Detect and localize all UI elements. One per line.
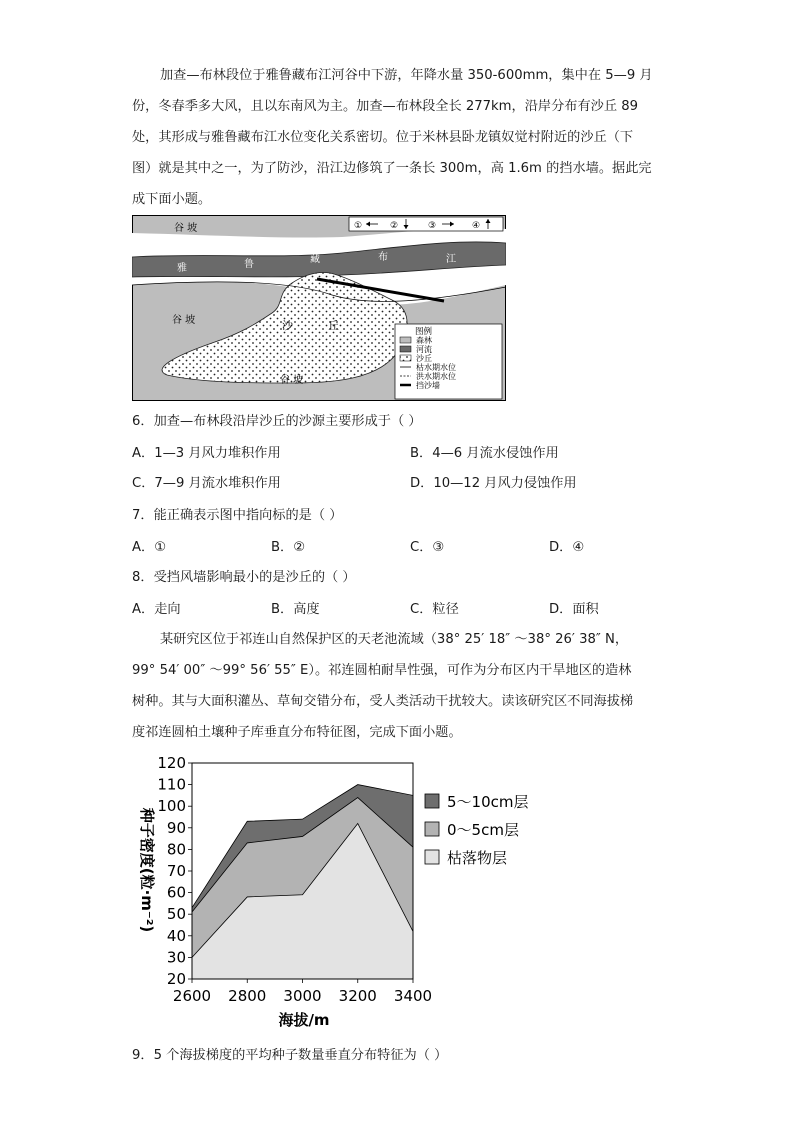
y-tick-label: 30 — [166, 948, 186, 967]
question-6-option-c[interactable]: C．7—9 月流水堆积作用 — [132, 476, 281, 491]
valley-slope-left-label: 谷 坡 — [172, 315, 196, 326]
passage-1-line: 成下面小题。 — [132, 192, 212, 207]
legend-label: 森林 — [416, 336, 432, 345]
direction-1-label: ① — [354, 221, 363, 231]
question-8-option-c[interactable]: C．粒径 — [410, 602, 459, 617]
y-tick-label: 80 — [166, 840, 186, 859]
y-tick-label: 20 — [166, 970, 186, 988]
river-name-char: 鲁 — [244, 259, 254, 270]
y-tick-label: 110 — [157, 775, 186, 794]
stacked-area-series — [192, 785, 413, 979]
question-8-stem: 8．受挡风墙影响最小的是沙丘的（ ） — [132, 570, 356, 585]
legend-label: 挡沙墙 — [416, 381, 440, 390]
legend-entry: 0～5cm层 — [447, 821, 519, 839]
direction-2-label: ② — [390, 221, 399, 231]
question-7-option-d[interactable]: D．④ — [549, 540, 585, 555]
legend-entry: 5～10cm层 — [447, 793, 529, 811]
question-6-option-a[interactable]: A．1—3 月风力堆积作用 — [132, 446, 281, 461]
question-6-option-b[interactable]: B．4—6 月流水侵蚀作用 — [410, 446, 559, 461]
y-tick-label: 60 — [166, 883, 186, 902]
dune-label-char: 沙 — [282, 319, 293, 332]
passage-2-line: 树种。其与大面积灌丛、草甸交错分布，受人类活动干扰较大。读该研究区不同海拔梯 — [132, 694, 634, 709]
legend-label: 沙丘 — [416, 354, 432, 363]
river-name-char: 雅 — [177, 263, 187, 274]
river-name-char: 江 — [446, 254, 456, 265]
y-tick-label: 100 — [157, 797, 186, 816]
passage-2-line: 某研究区位于祁连山自然保护区的天老池流域（38° 25′ 18″ ～38° 26′ 38″ N， — [160, 632, 629, 647]
question-8-option-d[interactable]: D．面积 — [549, 602, 599, 617]
valley-slope-top-label: 谷 坡 — [174, 223, 198, 234]
question-7-option-a[interactable]: A．① — [132, 540, 167, 555]
passage-1 — [132, 60, 664, 215]
y-axis-ticks — [157, 754, 192, 988]
river-name-char: 布 — [378, 252, 388, 263]
passage-2-line: 99° 54′ 00″ ～99° 56′ 55″ E）。祁连圆柏耐旱性强，可作为分布区内干旱地区的造林 — [132, 663, 632, 678]
y-tick-label: 120 — [157, 754, 186, 772]
passage-1-line: 图）就是其中之一，为了防沙，沿江边修筑了一条长 300m，高 1.6m 的挡水墙。据此完 — [132, 161, 652, 176]
direction-4-label: ④ — [472, 221, 481, 231]
x-tick-label: 2800 — [228, 987, 267, 1005]
x-axis-label: 海拔/m — [278, 1011, 330, 1029]
y-axis-label: 种子密度(粒·m⁻²) — [138, 807, 156, 933]
passage-2 — [132, 624, 664, 748]
legend-label: 河流 — [416, 345, 432, 354]
chart-legend — [425, 793, 529, 867]
x-axis-ticks — [173, 979, 432, 1005]
passage-1-line: 份，冬春季多大风，且以东南风为主。加查—布林段全长 277km，沿岸分布有沙丘 89 — [132, 99, 639, 114]
seed-bank-chart — [128, 750, 548, 1035]
y-tick-label: 90 — [166, 818, 186, 837]
legend-forest-swatch — [400, 337, 411, 343]
map-legend — [395, 324, 502, 399]
y-tick-label: 70 — [166, 862, 186, 880]
legend-entry: 枯落物层 — [447, 849, 508, 867]
direction-3-label: ③ — [428, 221, 437, 231]
question-6-stem: 6．加查—布林段沿岸沙丘的沙源主要形成于（ ） — [132, 414, 422, 429]
dune-map-figure — [132, 215, 506, 401]
y-tick-label: 40 — [166, 926, 186, 945]
legend-swatch — [425, 850, 439, 864]
passage-2-line: 度祁连圆柏土壤种子库垂直分布特征图，完成下面小题。 — [132, 725, 462, 740]
question-7-stem: 7．能正确表示图中指向标的是（ ） — [132, 508, 343, 523]
legend-label: 枯水期水位 — [416, 363, 456, 372]
valley-slope-bottom-label: 谷 坡 — [280, 375, 304, 386]
question-7-option-b[interactable]: B．② — [271, 540, 306, 555]
legend-dune-swatch — [400, 355, 411, 361]
passage-1-line: 加查—布林段位于雅鲁藏布江河谷中下游，年降水量 350-600mm，集中在 5—9 月 — [160, 68, 653, 83]
x-tick-label: 3200 — [338, 987, 377, 1005]
question-8-option-a[interactable]: A．走向 — [132, 602, 181, 617]
legend-title: 图例 — [415, 327, 433, 337]
question-7-option-c[interactable]: C．③ — [410, 540, 445, 555]
question-9-stem: 9．5 个海拔梯度的平均种子数量垂直分布特征为（ ） — [132, 1048, 448, 1063]
legend-label: 洪水期水位 — [416, 372, 456, 381]
x-tick-label: 2600 — [172, 987, 212, 1005]
question-8-option-b[interactable]: B．高度 — [271, 602, 320, 617]
y-tick-label: 50 — [166, 905, 186, 924]
dune-label-char: 丘 — [328, 319, 339, 332]
passage-1-line: 处，其形成与雅鲁藏布江水位变化关系密切。位于米林县卧龙镇奴觉村附近的沙丘（下 — [132, 130, 634, 145]
legend-river-swatch — [400, 346, 411, 352]
legend-swatch — [425, 794, 439, 808]
question-6-option-d[interactable]: D．10—12 月风力侵蚀作用 — [410, 476, 577, 491]
x-tick-label: 3400 — [393, 987, 433, 1005]
x-tick-label: 3000 — [283, 987, 322, 1005]
river-name-char: 藏 — [310, 254, 320, 265]
legend-swatch — [425, 822, 439, 836]
